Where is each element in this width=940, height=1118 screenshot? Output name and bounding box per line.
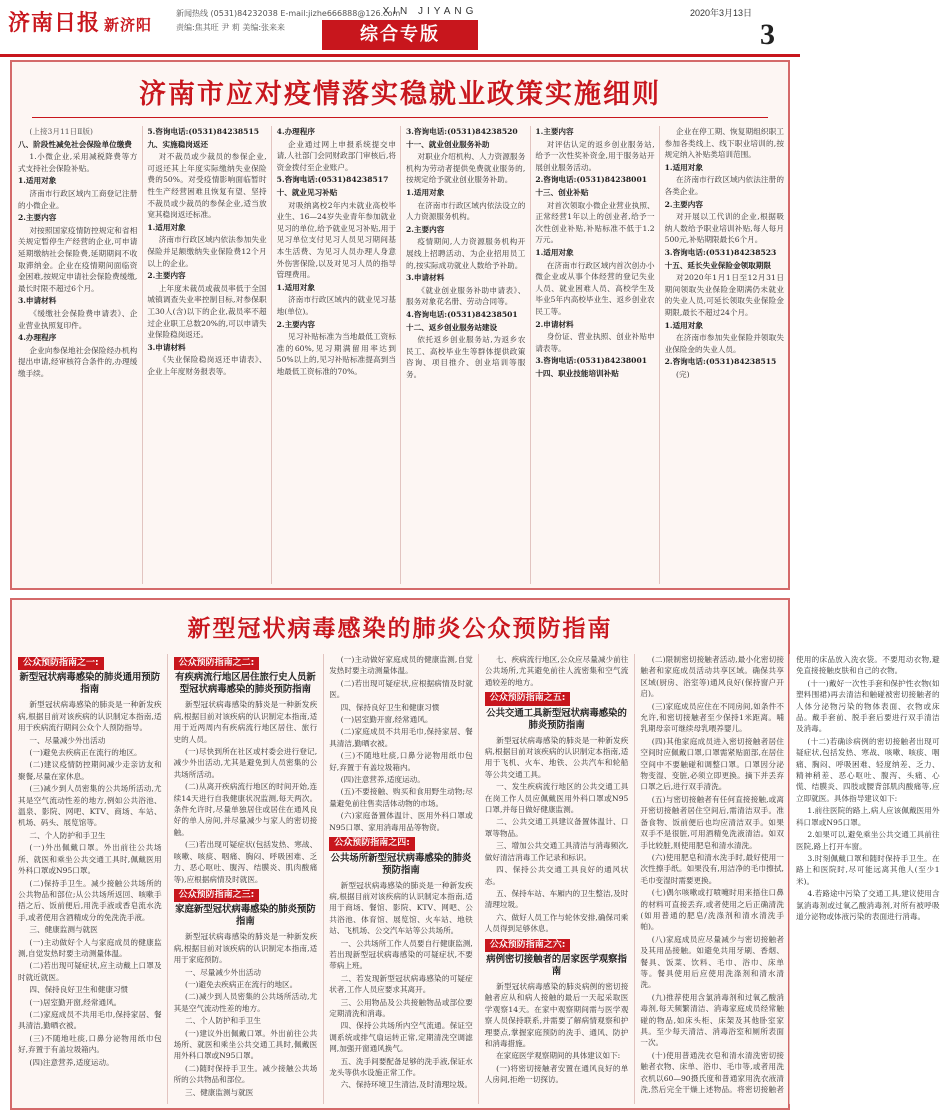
paragraph: 济南市行政区域内依法参加失业保险并足额缴纳失业保险费12个月以上的企业。 <box>147 235 267 268</box>
paragraph: 企业在停工期、恢复期组织职工参加各类线上、线下职业培训的,按规定纳入补贴类培训范围。 <box>664 127 784 160</box>
paragraph: 二、公共交通工具建议备置体温计、口罩等物品。 <box>484 817 629 838</box>
section-heading: 十四、职业技能培训补贴 <box>535 368 619 378</box>
paragraph: (三)不随地吐痰,口鼻分泌物用纸巾包好,弃置于有盖垃圾箱内。 <box>18 1033 162 1055</box>
section-heading: 3.咨询电话:(0531)84238520 <box>405 127 518 136</box>
paragraph: 在济南市行政区域内依法设立的人力资源服务机构。 <box>405 200 526 222</box>
dateline: (上接3月11日Ⅱ版) <box>29 127 93 136</box>
section-heading: 十一、就业创业服务补助 <box>405 139 490 149</box>
paragraph: 二、个人防护和手卫生 <box>184 1016 261 1026</box>
paragraph: 三、增加公共交通工具清洁与消毒频次,做好清洁消毒工作记录和标识。 <box>484 841 629 862</box>
paragraph: 一、发生疾病流行地区的公共交通工具在岗工作人员应佩戴医用外科口罩或N95口罩,并每日做好健康监测。 <box>484 782 629 815</box>
section-heading: 5.咨询电话:(0531)84238517 <box>276 175 389 185</box>
paragraph: 一、尽量减少外出活动 <box>29 735 106 745</box>
paragraph: (二)家庭成员不共用毛巾,保持家居、餐具清洁,勤晒衣被。 <box>18 1009 162 1031</box>
section-heading: 1.适用对象 <box>18 176 57 186</box>
section-heading: 2.咨询电话:(0531)84238515 <box>664 357 777 367</box>
paragraph: 三、健康监测与就医 <box>184 1087 254 1097</box>
editor-line: 责编:焦其旺 尹 莉 美编:张来来 <box>176 23 286 32</box>
guide-subtitle: 新型冠状病毒感染的肺炎通用预防指南 <box>19 672 161 696</box>
contact-line: 新闻热线 (0531)84232038 E-mail:jizhe666888@126.com <box>176 9 401 18</box>
section-heading: 4.咨询电话:(0531)84238501 <box>405 309 518 319</box>
paragraph: (一)将密切接触者安置在通风良好的单人房间,拒绝一切探访。 <box>484 1063 629 1085</box>
paragraph: (一)避免去疾病正在流行的地区。 <box>184 979 298 989</box>
paragraph: 见习补贴标准为当地最低工资标准的60%,见习期满留用率达到50%以上的,见习补贴标准提高到当地最低工资标准的70%。 <box>276 332 396 376</box>
paragraph: 五、洗手间要配备足够的洗手液,保证水龙头等供水设施正常工作。 <box>329 1056 473 1077</box>
guide-tag: 公众预防指南之二: <box>174 657 260 670</box>
paragraph: 五、保持车站、车厢内的卫生整洁,及时清理垃圾。 <box>484 888 629 910</box>
paragraph: 二、若发现新型冠状病毒感染的可疑症状者,工作人员应要求其离开。 <box>329 973 473 995</box>
paragraph: 四、保持公共场所内空气流通。保证空调系统或排气扇运转正常,定期清洗空调滤网,加强开窗通风换气。 <box>329 1021 473 1054</box>
section-heading: 3.申请材料 <box>405 273 445 283</box>
paragraph: 4.若路途中污染了交通工具,建议使用含氯消毒剂或过氧乙酸消毒剂,对所有被呼吸道分泌物或体液污染的表面进行消毒。 <box>795 889 940 921</box>
article-employment-policy <box>10 60 790 590</box>
paragraph: (一)尽快到所在社区或村委会进行登记,减少外出活动,尤其是避免到人员密集的公共场所活动。 <box>173 747 318 779</box>
section-heading: 十五、延长失业保险金领取期限 <box>664 260 771 270</box>
title-rule <box>32 117 768 118</box>
paragraph: (四)其他家庭成员进入密切接触者居住空间时应佩戴口罩,口罩需紧贴面部,在居住空间中不要触碰和调整口罩。口罩因分泌物变湿、变脏,必须立即更换。摘下并丢弃口罩之后,进行双手清洗。 <box>640 736 784 792</box>
section-heading: 八、阶段性减免社会保险单位缴费 <box>18 139 132 149</box>
paragraph: (一)建议外出佩戴口罩。外出前往公共场所、就医和乘坐公共交通工具时,佩戴医用外科口罩或N95口罩。 <box>173 1028 318 1061</box>
article-body <box>18 126 784 584</box>
paragraph: (五)不要接触、购买和食用野生动物;尽量避免前往售卖活体动物的市场。 <box>329 787 473 808</box>
paragraph: 济南市行政区域内工商登记注册的小微企业。 <box>18 188 138 210</box>
paragraph: 依托返乡创业服务站,为返乡农民工、高校毕业生等群体提供政策咨询、项目推介、创业培训等服务。 <box>405 335 526 379</box>
page-number: 3 <box>760 18 775 51</box>
paragraph: 1.小微企业,采用减税降费等方式支持社会保险补贴。 <box>18 152 138 173</box>
paragraph: (二)减少到人员密集的公共场所活动,尤其是空气流动性差的地方。 <box>173 992 318 1013</box>
paragraph: 六、保持环境卫生清洁,及时清理垃圾。 <box>340 1080 473 1090</box>
section-heading: 2.申请材料 <box>535 319 574 329</box>
guide-header <box>485 689 629 731</box>
guide-header <box>18 654 162 696</box>
guide-tag: 公众预防指南之四: <box>329 837 415 850</box>
paragraph: 七、疾病流行地区,公众应尽量减少前往公共场所,尤其避免前往人流密集和空气流通较差的地方。 <box>484 655 629 687</box>
section-heading: 3.咨询电话:(0531)84238001 <box>535 356 648 366</box>
paragraph: (七)偶尔咳嗽或打喷嚏时用来捂住口鼻的材料可直接丢弃,或者使用之后正确清洗(如用普通的肥皂/洗涤剂和清水清洗手帕)。 <box>640 888 784 932</box>
guide-header <box>329 834 473 876</box>
paragraph: 四、保持良好卫生和健康习惯 <box>29 985 129 995</box>
section-heading: 2.主要内容 <box>405 224 445 234</box>
section-heading: 1.适用对象 <box>664 320 703 330</box>
guide-tag: 公众预防指南之三: <box>174 889 260 902</box>
section-heading: 2.主要内容 <box>147 271 186 281</box>
guide-tag: 公众预防指南之六: <box>485 939 571 952</box>
section-heading: 1.适用对象 <box>664 162 703 172</box>
article-prevention-guide <box>10 598 940 1110</box>
paragraph: 三、公用物品及公共接触物品或部位要定期清洗和消毒。 <box>329 997 473 1018</box>
article-title: 济南市应对疫情落实稳就业政策实施细则 <box>139 79 661 110</box>
paragraph: 对按照国家疫情防控规定和省相关规定暂停生产经营的企业,可申请延期缴纳社会保险费,延期期间不收取滞纳金。企业在疫情期间面临资金困难,按规定申请社会保险费缓缴,最长时限不超过6个月。 <box>18 225 138 293</box>
paragraph: 对首次领取小微企业营业执照、正常经营1年以上的创业者,给予一次性创业补贴,补贴标准不低于1.2万元。 <box>535 200 655 245</box>
paragraph: 新型冠状病毒感染的肺炎是一种新发疾病,根据目前对该疾病的认识制定本指南,适用于家庭预防。 <box>173 932 318 965</box>
article-title: 新型冠状病毒感染的肺炎公众预防指南 <box>187 616 613 642</box>
section-heading: 1.主要内容 <box>535 127 574 136</box>
paragraph: 新型冠状病毒感染的肺炎是一种新发疾病,根据目前对该疾病的认识制定本指南,适用于商场、餐馆、影院、KTV、网吧、公共浴池、体育馆、展览馆、火车站、地铁站、飞机场、公交汽车站等公共场所。 <box>329 880 473 936</box>
paragraph: 身份证、营业执照、创业补贴申请表等。 <box>535 332 655 353</box>
paragraph: 六、做好人员工作与轮休安排,确保司乘人员得到足够休息。 <box>484 912 629 934</box>
paragraph: (完) <box>676 369 690 379</box>
section-heading: 3.申请材料 <box>18 296 57 306</box>
paragraph: (二)家庭成员不共用毛巾,保持家居、餐具清洁,勤晒衣被。 <box>329 727 473 748</box>
paragraph: 对吸纳离校2年内未就业高校毕业生、16—24岁失业青年参加就业见习的单位,给予就业见习补贴,用于见习单位支付见习人员见习期间基本生活费、为见习人员办理人身意外伤害保险,以及对见习人员的指导管理费用。 <box>276 200 396 280</box>
paragraph: 1.前往医院的路上,病人应该佩戴医用外科口罩或N95口罩。 <box>795 806 940 827</box>
paragraph: 对职业介绍机构、人力资源服务机构为劳动者提供免费就业服务的,按规定给予就业创业服务补助。 <box>405 152 526 185</box>
paragraph: (十一)戴好一次性手套和保护性衣物(如塑料围裙)再去清洁和触碰被密切接触者的人体分泌物污染的物体表面、衣物或床品。戴手套前、脱手套后要进行双手清洁及消毒。 <box>795 678 940 734</box>
paragraph: (十)使用普通洗衣皂和清水清洗密切接触者衣物、床单、浴巾、毛巾等,或者用洗衣机以60—90摄氏度和普通家用洗衣液清洗,然后完全干燥上述物品。将密切接触者使用的床品放入洗衣袋。不要甩动衣物,避免直接接触皮肤和自己的衣物。 <box>640 655 940 1095</box>
paragraph: 对2020年1月1日至12月31日期间领取失业保险金期满仍未就业的失业人员,可延长领取失业保险金期限,最长不超过24个月。 <box>664 273 784 317</box>
section-heading: 3.咨询电话:(0531)84238523 <box>664 247 777 257</box>
paragraph: (二)从离开疾病流行地区的时间开始,连续14天进行自我健康状况监测,每天两次。条件允许时,尽量单独居住或居住在通风良好的单人房间,并尽量减少与家人的密切接触。 <box>173 782 318 837</box>
paragraph: 一、公共场所工作人员要自行健康监测,若出现新型冠状病毒感染的可疑症状,不要带病上班。 <box>329 938 473 971</box>
guide-subtitle: 家庭新型冠状病毒感染的肺炎预防指南 <box>175 904 316 928</box>
guide-header <box>485 936 629 978</box>
guide-subtitle: 病例密切接触者的居家医学观察指南 <box>486 953 627 977</box>
guide-subtitle: 公共交通工具新型冠状病毒感染的肺炎预防指南 <box>486 707 627 731</box>
paragraph: 在济南市行政区域内依法注册的各类企业。 <box>664 175 784 196</box>
paragraph: 一、尽量减少外出活动 <box>184 967 261 977</box>
paragraph: 《缓缴社会保险费申请表》、企业营业执照复印件。 <box>18 308 138 330</box>
paragraph: 新型冠状病毒感染的肺炎是一种新发疾病,根据目前对该疾病的认识制定本指南,适用于疾病流行期间公众个人预防指导。 <box>18 700 162 733</box>
section-heading: 1.适用对象 <box>147 222 186 232</box>
section-heading: 九、实施稳岗返还 <box>147 139 209 149</box>
paragraph: 《就业创业服务补助申请表》、服务对象花名册、劳动合同等。 <box>405 285 526 307</box>
paragraph: 2.如果可以,避免乘坐公共交通工具前往医院,路上打开车窗。 <box>795 830 940 851</box>
section-heading: 5.咨询电话:(0531)84238515 <box>147 127 260 136</box>
paragraph: 四、保持良好卫生和健康习惯 <box>340 702 440 712</box>
paragraph: (二)若出现可疑症状,应主动戴上口罩及时就近就医。 <box>18 961 162 982</box>
paragraph: (一)居室勤开窗,经常通风。 <box>29 997 122 1007</box>
section-heading: 4.办理程序 <box>18 333 57 343</box>
edition-name: 新济阳 <box>104 16 153 34</box>
section-heading: 2.主要内容 <box>664 199 703 209</box>
paragraph: 在家庭医学观察期间的具体建议如下: <box>496 1051 621 1061</box>
section-heading: 十二、返乡创业服务站建设 <box>405 322 498 332</box>
paragraph: 企业向参保地社会保险经办机构提出申请,经审核符合条件的,办理缓缴手续。 <box>18 345 138 378</box>
guide-header <box>174 654 318 696</box>
guide-header <box>174 886 318 928</box>
guide-tag: 公众预防指南之五: <box>485 692 571 705</box>
paragraph: (一)外出佩戴口罩。外出前往公共场所、就医和乘坐公共交通工具时,佩戴医用外科口罩或N95口罩。 <box>18 843 162 876</box>
issue-date: 2020年3月13日 <box>690 8 753 18</box>
paragraph: (二)若出现可疑症状,应根据病情及时就医。 <box>329 678 473 700</box>
paragraph: (三)若出现可疑症状(包括发热、寒战、咳嗽、咳痰、咽痛、胸闷、呼吸困难、乏力、恶心呕吐、腹泻、结膜炎、肌肉酸痛等),应根据病情及时就医。 <box>173 840 318 884</box>
section-heading: 十、就业见习补贴 <box>276 187 338 197</box>
paragraph: 企业通过网上申报系统提交申请,人社部门会同财政部门审核后,将资金拨付至企业账户。 <box>276 139 396 172</box>
paragraph: (二)保持手卫生。减少接触公共场所的公共物品和部位;从公共场所返回、咳嗽手捂之后、饭前便后,用洗手液或香皂流水洗手,或者使用含酒精成分的免洗洗手液。 <box>18 878 162 922</box>
paragraph: (八)家庭成员应尽量减少与密切接触者及其用品接触。如避免共用牙刷、香烟、餐具、饭菜、饮料、毛巾、浴巾、床单等。餐具使用后应使用洗涤剂和清水清洗。 <box>640 934 784 990</box>
article-body <box>18 654 940 1104</box>
guide-subtitle: 公共场所新型冠状病毒感染的肺炎预防指南 <box>330 852 472 876</box>
section-heading: 4.办理程序 <box>276 127 315 136</box>
paragraph: (三)家庭成员应住在不同房间,如条件不允许,和密切接触者至少保持1米距离。哺乳期母亲可继续母乳喂养婴儿。 <box>640 701 784 734</box>
edition-pinyin: XIN JIYANG <box>382 6 478 17</box>
paragraph: 二、个人防护和手卫生 <box>29 830 106 840</box>
paragraph: 3.时刻佩戴口罩和随时保持手卫生。在路上和医院时,尽可能远离其他人(至少1米)。 <box>795 853 940 886</box>
paragraph: (四)注意营养,适度运动。 <box>29 1057 114 1067</box>
paragraph: (二)建议疫情防控期间减少走亲访友和聚餐,尽量在家休息。 <box>18 760 162 781</box>
paragraph: 疫情期间,人力资源服务机构开展线上招聘活动、为企业招用员工的,按实际成功就业人数给予补助。 <box>405 237 526 270</box>
paragraph: 三、健康监测与就医 <box>29 925 98 935</box>
section-heading: 1.适用对象 <box>535 247 574 257</box>
paragraph: 四、保持公共交通工具良好的通风状态。 <box>484 865 629 886</box>
paragraph: (一)主动做好个人与家庭成员的健康监测,自觉发热时要主动测量体温。 <box>18 937 162 958</box>
paragraph: (十二)若确诊病例的密切接触者出现可疑症状,包括发热、寒战、咳嗽、咳痰、咽痛、胸闷、呼吸困难、轻度纳差、乏力、精神稍差、恶心呕吐、腹泻、头痛、心慌、结膜炎、四肢或腰背部肌肉酸痛等,应立即就医。具体指导建议如下: <box>795 736 940 803</box>
paragraph: 对开展以工代训的企业,根据吸纳人数给予职业培训补贴,每人每月500元,补贴期限最长6个月。 <box>664 212 784 245</box>
section-heading: 2.主要内容 <box>276 319 315 329</box>
paragraph: 济南市行政区域内的就业见习基地(单位)。 <box>276 295 396 316</box>
header-divider <box>0 54 800 57</box>
paragraph: 《失业保险稳岗返还申请表》、企业上年度财务报表等。 <box>147 355 267 376</box>
section-heading: 1.适用对象 <box>405 187 445 197</box>
paragraph: (一)主动做好家庭成员的健康监测,自觉发热时要主动测量体温。 <box>329 655 473 676</box>
paragraph: (三)不随地吐痰,口鼻分泌物用纸巾包好,弃置于有盖垃圾箱内。 <box>329 751 473 772</box>
paragraph: (五)与密切接触者有任何直接接触,或离开密切接触者居住空间后,需清洁双手。准备食物、饭前便后也均应清洁双手。如果双手不是很脏,可用酒精免洗液清洁。如双手比较脏,则使用肥皂和清水清洗。 <box>640 794 784 850</box>
paragraph: 对不裁员或少裁员的参保企业,可返还其上年度实际缴纳失业保险费的50%。对受疫情影响面临暂时性生产经营困难且恢复有望、坚持不裁员或少裁员的参保企业,适当放宽其稳岗返还标准。 <box>147 152 267 220</box>
paragraph: (二)限制密切接触者活动,最小化密切接触者和家庭成员活动共享区域。确保共享区域(厨房、浴室等)通风良好(保持窗户开启)。 <box>640 655 784 699</box>
paragraph: 在济南市参加失业保险并领取失业保险金的失业人员。 <box>664 333 784 354</box>
guide-tag: 公众预防指南之一: <box>18 657 104 670</box>
section-banner: 综合专版 <box>322 20 478 50</box>
section-heading: 1.适用对象 <box>276 282 315 292</box>
paragraph: (三)减少到人员密集的公共场所活动,尤其是空气流动性差的地方,例如公共浴池、温泉、影院、网吧、KTV、商场、车站、机场、码头、展览馆等。 <box>18 784 162 828</box>
paragraph: (一)避免去疾病正在流行的地区。 <box>29 748 142 758</box>
guide-subtitle: 有疾病流行地区居住旅行史人员新型冠状病毒感染的肺炎预防指南 <box>175 672 316 696</box>
paragraph: 上年度未裁员或裁员率低于全国城镇调查失业率控制目标,对参保职工30人(含)以下的企业,裁员率不超过企业职工总数20%的,可以申请失业保险稳岗返还。 <box>147 283 267 340</box>
paragraph: (一)居室勤开窗,经常通风。 <box>340 715 433 725</box>
paragraph: (二)随时保持手卫生。减少接触公共场所的公共物品和部位。 <box>173 1063 318 1085</box>
section-heading: 十三、创业补贴 <box>535 187 589 197</box>
paragraph: 新型冠状病毒感染的肺炎是一种新发疾病,根据目前对该疾病的认识制定本指南,适用于近两周内有疾病流行地区居住、旅行史的人员。 <box>173 700 318 744</box>
paragraph: (九)推荐使用含氯消毒剂和过氧乙酸消毒剂,每天频繁清洁、消毒家庭成员经常触碰的物品,如床头柜、床架及其他卧室家具。至少每天清洁、消毒浴室和厕所表面一次。 <box>640 992 784 1048</box>
paragraph: 对评估认定的返乡创业服务站,给予一次性奖补资金,用于服务站开展创业服务活动。 <box>535 139 655 172</box>
section-heading: 3.申请材料 <box>147 342 186 352</box>
paragraph: 新型冠状病毒感染的肺炎是一种新发疾病,根据目前对该疾病的认识制定本指南,适用于飞机、火车、地铁、公共汽车和轮船等公共交通工具。 <box>484 735 629 779</box>
paragraph: (六)使用肥皂和清水洗手时,最好使用一次性擦手纸。如果没有,用洁净的毛巾擦拭,毛巾变湿时需要更换。 <box>640 852 784 885</box>
section-heading: 2.主要内容 <box>18 213 57 223</box>
paragraph: 新型冠状病毒感染的肺炎病例的密切接触者应从和病人接触的最后一天起采取医学观察14天。在家中观察期间需与医学观察人员保持联系,并需要了解病情观察和护理要点,掌握家庭预防的洗手、通风、防护和消毒措施。 <box>484 981 629 1048</box>
paragraph: 在济南市行政区域内首次创办小微企业或从事个体经营的登记失业人员、就业困难人员、高校学生及毕业5年内高校毕业生、返乡创业农民工等。 <box>535 260 655 316</box>
newspaper-logo: 济南日报 新济阳 <box>8 10 153 36</box>
paragraph: (四)注意营养,适度运动。 <box>340 775 425 785</box>
paragraph: (六)家庭备置体温计、医用外科口罩或N95口罩、家用消毒用品等物资。 <box>329 811 473 832</box>
section-heading: 2.咨询电话:(0531)84238001 <box>535 175 648 185</box>
